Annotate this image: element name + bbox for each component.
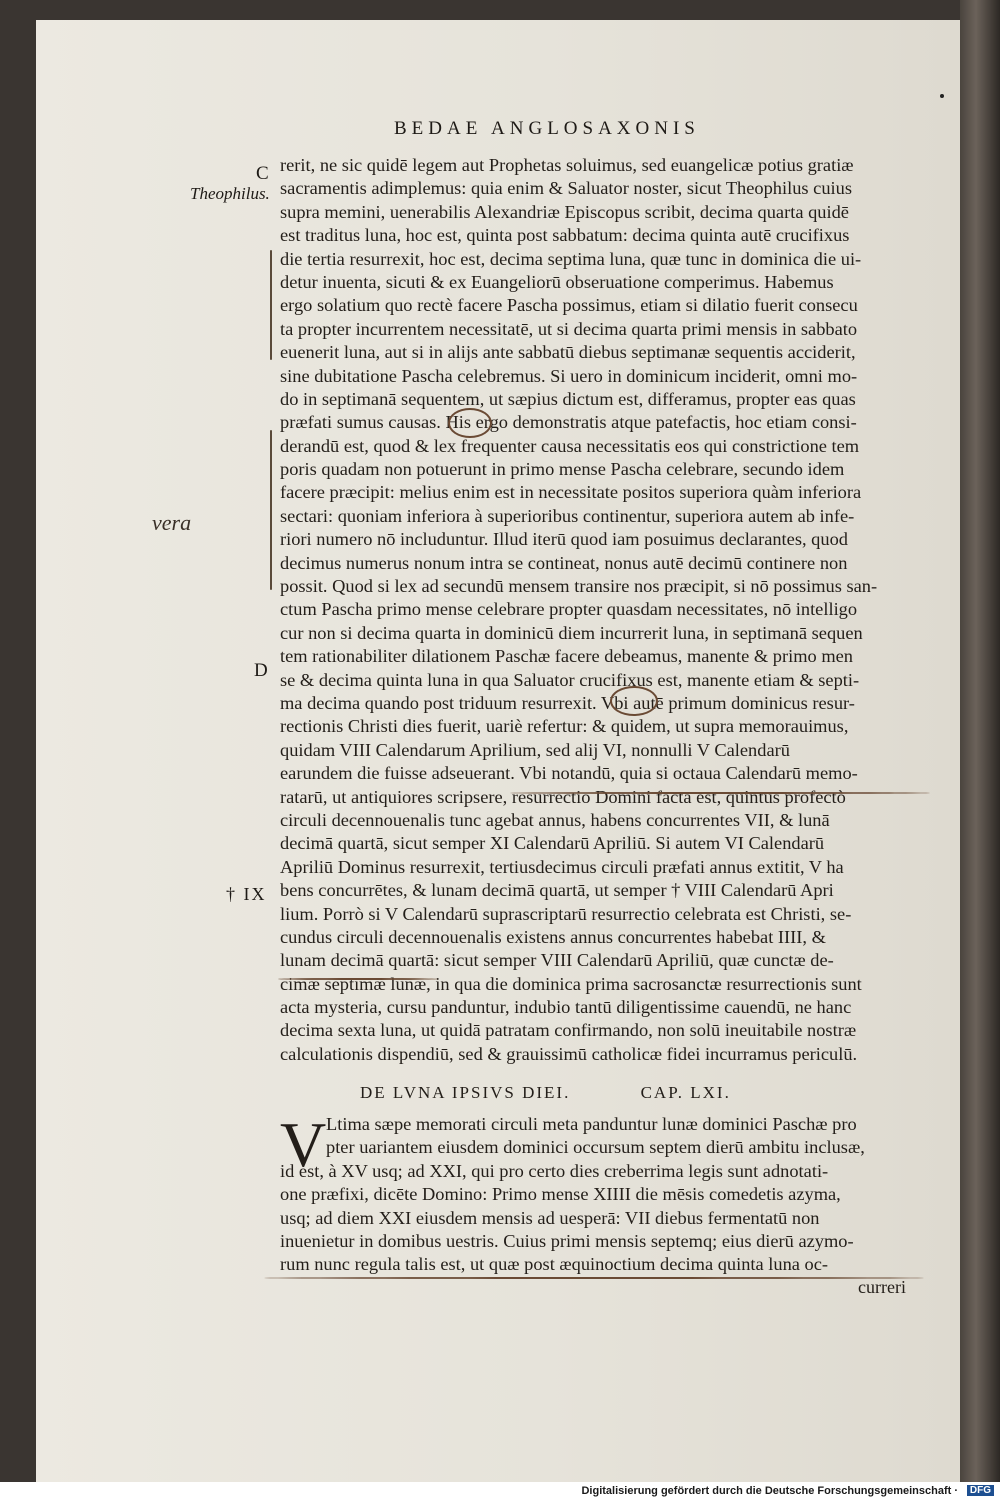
text-line: circuli decennouenalis tunc agebat annus, habens concurrentes VII, & lunā: [280, 809, 830, 830]
text-line: riori numero nō includuntur. Illud iterū quod iam posuimus declarantes, quod: [280, 529, 848, 550]
text-line: est traditus luna, hoc est, quinta post sabbatum: decima quinta autē crucifixus: [280, 225, 850, 246]
handwritten-underline: [510, 792, 930, 794]
chapter-heading: [360, 1083, 795, 1103]
text-line: facere præcipit: melius enim est in necessitate positos superiora quàm inferiora: [280, 482, 862, 503]
text-line: ma decima quando post triduum resurrexit. Vbi autē primum dominicus resur-: [280, 692, 855, 713]
chapter-number: CAP. LXI.: [640, 1083, 731, 1102]
text-line: sine dubitatione Pascha celebremus. Si uero in dominicum inciderit, omni mo-: [280, 365, 858, 386]
footer-bar: [0, 1482, 1000, 1502]
chapter-title: DE LVNA IPSIVS DIEI.: [360, 1083, 571, 1102]
handwritten-underline: [264, 1277, 924, 1279]
text-line: acta mysteria, cursu panduntur, indubio tantū diligentissime cauendū, ne hanc: [280, 997, 852, 1018]
text-line: cur non si decima quarta in dominicū diem incurrerit luna, in septimanā sequen: [280, 622, 863, 643]
main-text-block: [280, 154, 928, 1066]
book-binding: [960, 0, 1000, 1482]
handwritten-underline: [278, 978, 438, 980]
margin-note-ix: † IX: [226, 884, 267, 904]
text-line: sacramentis adimplemus: quia enim & Saluator noster, sicut Theophilus cuius: [280, 178, 852, 199]
ink-dot: [940, 94, 944, 98]
text-line: die tertia resurrexit, hoc est, decima septima luna, quæ tunc in dominica die ui-: [280, 248, 862, 269]
text-line: cundus circuli decennouenalis existens annus concurrentes habebat IIII, &: [280, 926, 826, 947]
chapter-text-line: usq; ad diem XXI eiusdem mensis ad uesperā: VII diebus fermentatū non: [280, 1207, 820, 1228]
text-line: quidam VIII Calendarum Aprilium, sed alij VI, nonnulli V Calendarū: [280, 739, 790, 760]
text-line: ratarū, ut antiquiores scripsere, resurrectio Domini facta est, quintus profectò: [280, 786, 846, 807]
text-line: poris quadam non potuerunt in primo mense Pascha celebrare, secundo idem: [280, 459, 845, 480]
chapter-text-line: rum nunc regula talis est, ut quæ post æquinoctium decima quinta luna oc-: [280, 1254, 829, 1275]
text-line: lunam decimā quartā: sicut semper VIII Calendarū Apriliū, quæ cunctæ de-: [280, 950, 834, 971]
chapter-text-line: id est, à XV usq; ad XXI, qui pro certo dies creberrima legis sunt adnotati-: [280, 1160, 829, 1181]
margin-letter-c: C: [256, 163, 269, 184]
text-line: euenerit luna, aut si in alijs ante sabbatū diebus septimanæ sequentis acciderit,: [280, 342, 856, 363]
text-line: Apriliū Dominus resurrexit, tertiusdecimus circuli præfati annus extitit, V ha: [280, 856, 844, 877]
text-line: ergo solatium quo rectè facere Pascha possimus, etiam si dilatio fuerit consecu: [280, 295, 858, 316]
text-line: sectari: quoniam inferiora à superioribus continentur, superiora autem ab infe-: [280, 505, 855, 526]
text-line: tem rationabiliter dilationem Paschæ facere debeamus, manente & primo men: [280, 646, 853, 667]
text-line: decima sexta luna, ut quidā patratam confirmando, non solū ineuitabile nostræ: [280, 1020, 857, 1041]
text-line: lium. Porrò si V Calendarū suprascriptarū resurrectio celebrata est Christi, se-: [280, 903, 852, 924]
text-line: rerit, ne sic quidē legem aut Prophetas soluimus, sed euangelicæ potius gratiæ: [280, 155, 854, 175]
text-line: bens concurrētes, & lunam decimā quartā, ut semper † VIII Calendarū Apri: [280, 880, 834, 901]
text-line: se & decima quinta luna in qua Saluator crucifixus est, manente etiam & septi-: [280, 669, 860, 690]
margin-note-theophilus: Theophilus.: [190, 184, 270, 203]
chapter-text-block: [280, 1109, 928, 1277]
text-line: cimæ septimæ lunæ, in qua die dominica prima sacrosanctæ resurrectionis sunt: [280, 973, 862, 994]
chapter-text-line: one præfixi, dicēte Domino: Primo mense XIIII die mēsis comedetis azyma,: [280, 1184, 841, 1205]
text-line: ctum Pascha primo mense celebrare propter quasdam necessitates, nō intelligo: [280, 599, 858, 620]
margin-bracket: [270, 430, 272, 590]
text-line: decimus numerus nonum intra se contineat, nonus autē decimū continere non: [280, 552, 848, 573]
text-line: possit. Quod si lex ad secundū mensem transire nos præcipit, si nō possimus san-: [280, 576, 878, 597]
handwritten-annotation: vera: [152, 510, 192, 535]
margin-bracket: [270, 250, 272, 360]
text-line: do in septimanā sequentem, ut sæpius dictum est, differamus, propter eas quas: [280, 388, 856, 409]
text-line: præfati sumus causas. His ergo demonstratis atque patefactis, hoc etiam consi-: [280, 412, 857, 433]
drop-capital: V: [280, 1109, 327, 1180]
chapter-text-line: pter uariantem eiusdem dominici occursum septem dierū ambitu inclusæ,: [326, 1137, 865, 1158]
chapter-text-line: inuenietur in domibus uestris. Cuius primi mensis septemq; eius dierū azymo-: [280, 1230, 854, 1251]
text-line: rectionis Christi dies fuerit, uariè refertur: & quidem, ut supra memorauimus,: [280, 716, 849, 737]
text-line: earundem die fuisse adseuerant. Vbi notandū, quia si octaua Calendarū memo-: [280, 763, 858, 784]
handwritten-circle: [448, 408, 492, 438]
dfg-logo: DFG: [967, 1485, 994, 1496]
text-line: supra memini, uenerabilis Alexandriæ Episcopus scribit, decima quarta quidē: [280, 201, 849, 222]
text-line: detur inuenta, sicuti & ex Euangeliorū obseruatione comperimus. Habemus: [280, 271, 834, 292]
catchword: curreri: [858, 1277, 906, 1297]
text-line: derandū est, quod & lex frequenter causa necessitatis eos qui constrictione tem: [280, 435, 860, 456]
funding-credit: Digitalisierung gefördert durch die Deutsche Forschungsgemeinschaft ·: [581, 1485, 958, 1497]
margin-letter-d: D: [254, 660, 268, 681]
text-line: calculationis dispendiū, sed & grauissimū catholicæ fidei incurramus periculū.: [280, 1043, 858, 1064]
text-line: decimā quartā, sicut semper XI Calendarū Apriliū. Si autem VI Calendarū: [280, 833, 825, 854]
chapter-text-line: Ltima sæpe memorati circuli meta panduntur lunæ dominici Paschæ pro: [326, 1114, 857, 1134]
running-header: BEDAE ANGLOSAXONIS: [394, 118, 700, 139]
handwritten-circle: [610, 686, 658, 716]
text-line: ta propter incurrentem necessitatē, ut si decima quarta primi mensis in sabbato: [280, 318, 858, 339]
